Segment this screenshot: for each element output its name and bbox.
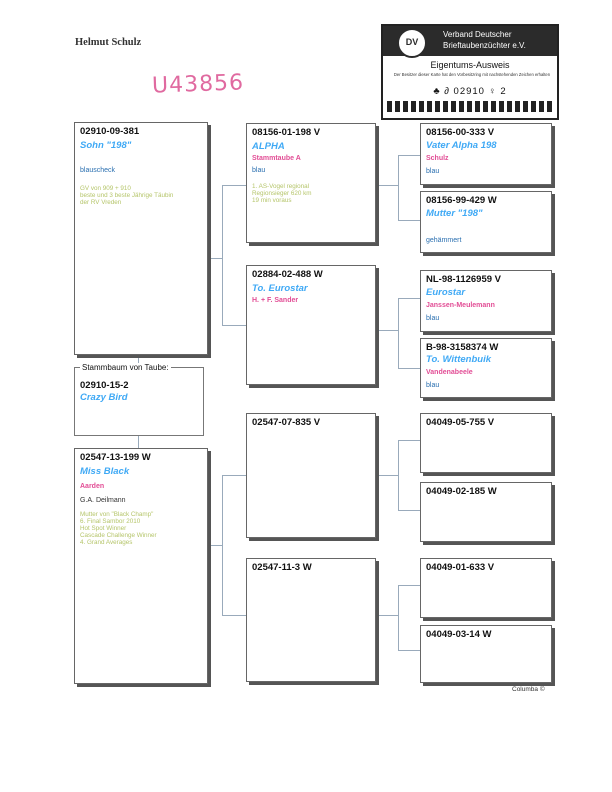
achievement-line: der RV Vreden [80, 199, 122, 206]
owner-name: Helmut Schulz [75, 37, 142, 48]
plumage-color: blauscheck [80, 167, 116, 174]
ring-number: 04049-03-14 W [426, 629, 492, 640]
pigeon-name: Vater Alpha 198 [426, 140, 497, 151]
achievement-line: 1. AS-Vogel regional [252, 183, 310, 190]
great-grandparent-card [420, 625, 552, 683]
paternal-grandfather-card [246, 123, 376, 243]
certificate-ring-number: ♣ ∂ 02910 ♀ 2 [433, 86, 507, 97]
maternal-grandfather-card [246, 413, 376, 538]
ring-number: 08156-00-333 V [426, 127, 495, 138]
connector-line [398, 368, 420, 369]
connector-line [398, 650, 420, 651]
connector-line [222, 185, 223, 325]
connector-line [222, 185, 246, 186]
achievement-line: 6. Final Sambor 2010 [80, 518, 141, 525]
ring-number: 08156-01-198 V [252, 127, 321, 138]
ring-number: 02547-11-3 W [252, 562, 312, 573]
connector-line [376, 475, 398, 476]
connector-line [398, 298, 420, 299]
ring-number: 02547-07-835 V [252, 417, 321, 428]
achievement-line: beste und 3 beste Jährige Täubin [80, 192, 174, 199]
pigeon-name: Miss Black [80, 466, 130, 477]
breeder-name: H. + F. Sander [252, 297, 299, 304]
ring-number: 04049-01-633 V [426, 562, 495, 573]
breeder-name: Vandenabeele [426, 369, 473, 376]
association-logo-text: DV [405, 37, 419, 47]
plumage-color: blau [426, 168, 440, 175]
great-grandparent-card [420, 191, 552, 253]
connector-line [398, 298, 399, 368]
ownership-certificate [381, 24, 559, 120]
ring-number: 02910-15-2 [80, 380, 129, 391]
connector-line [222, 475, 223, 615]
breeder-name: Aarden [80, 483, 105, 490]
association-name-line2: Brieftaubenzüchter e.V. [443, 41, 526, 50]
connector-line [138, 436, 139, 448]
certificate-note: Der Besitzer dieser Karte hat den Vorbesitzring mit nachstehenden Zeichen erhalten [393, 72, 551, 77]
connector-line [208, 545, 222, 546]
ring-number: 02910-09-381 [80, 126, 140, 137]
ring-number: 04049-02-185 W [426, 486, 497, 497]
achievement-line: Cascade Challenge Winner [80, 532, 157, 539]
breeder-name: Janssen-Meulemann [426, 302, 495, 309]
paternal-grandmother-card [246, 265, 376, 385]
maternal-grandmother-card [246, 558, 376, 682]
connector-line [398, 220, 420, 221]
connector-line [398, 510, 420, 511]
great-grandparent-card [420, 413, 552, 473]
pigeon-name: Sohn "198" [80, 140, 132, 151]
ring-number: NL-98-1126959 V [426, 274, 501, 285]
mother-card [74, 448, 208, 684]
achievement-line: GV von 909 + 910 [80, 185, 131, 192]
great-grandparent-card [420, 123, 552, 185]
association-logo [397, 28, 427, 58]
achievement-line: Regionsieger 620 km [252, 190, 312, 197]
father-card [74, 122, 208, 355]
pigeon-name: Crazy Bird [80, 392, 128, 403]
great-grandparent-card [420, 270, 552, 332]
handwritten-number: U43856 [151, 70, 245, 99]
certificate-title: Eigentums-Ausweis [430, 60, 510, 70]
connector-line [398, 440, 399, 510]
great-grandparent-card [420, 558, 552, 618]
connector-line [398, 155, 420, 156]
great-grandparent-card [420, 482, 552, 542]
connector-line [398, 155, 399, 220]
achievement-line: Hot Spot Winner [80, 525, 127, 532]
connector-line [376, 185, 398, 186]
pigeon-name: ALPHA [252, 141, 285, 152]
pigeon-name: Mutter "198" [426, 208, 483, 219]
achievement-line: 4. Grand Averages [80, 539, 133, 546]
ring-number: 08156-99-429 W [426, 195, 497, 206]
connector-line [398, 585, 399, 650]
breeder-name: Stammtaube A [252, 155, 301, 162]
great-grandparent-card [420, 338, 552, 398]
connector-line [222, 325, 246, 326]
connector-line [222, 475, 246, 476]
connector-line [398, 585, 420, 586]
connector-line [376, 330, 398, 331]
pigeon-name: To. Eurostar [252, 283, 308, 294]
association-name-line1: Verband Deutscher [443, 30, 512, 39]
connector-line [208, 258, 222, 259]
ring-number: 04049-05-755 V [426, 417, 495, 428]
plumage-color: blau [426, 315, 440, 322]
plumage-variant: gehämmert [426, 237, 462, 244]
connector-line [398, 440, 420, 441]
owner-info: G.A. Deilmann [80, 497, 126, 504]
certificate-pattern-band [387, 101, 553, 112]
breeder-name: Schulz [426, 155, 449, 162]
ring-number: B-98-3158374 W [426, 342, 499, 353]
plumage-color: blau [426, 382, 440, 389]
footer-brand: Columba © [512, 686, 545, 693]
achievement-line: 19 min voraus [252, 197, 292, 204]
pedigree-label: Stammbaum von Taube: [82, 363, 169, 372]
ring-number: 02547-13-199 W [80, 452, 151, 463]
subject-card [74, 363, 204, 436]
achievement-line: Mutter von "Black Champ" [80, 511, 154, 518]
plumage-color: blau [252, 167, 266, 174]
connector-line [222, 615, 246, 616]
pigeon-name: Eurostar [426, 287, 466, 298]
ring-number: 02884-02-488 W [252, 269, 323, 280]
pigeon-name: To. Wittenbuik [426, 354, 491, 365]
connector-line [376, 615, 398, 616]
